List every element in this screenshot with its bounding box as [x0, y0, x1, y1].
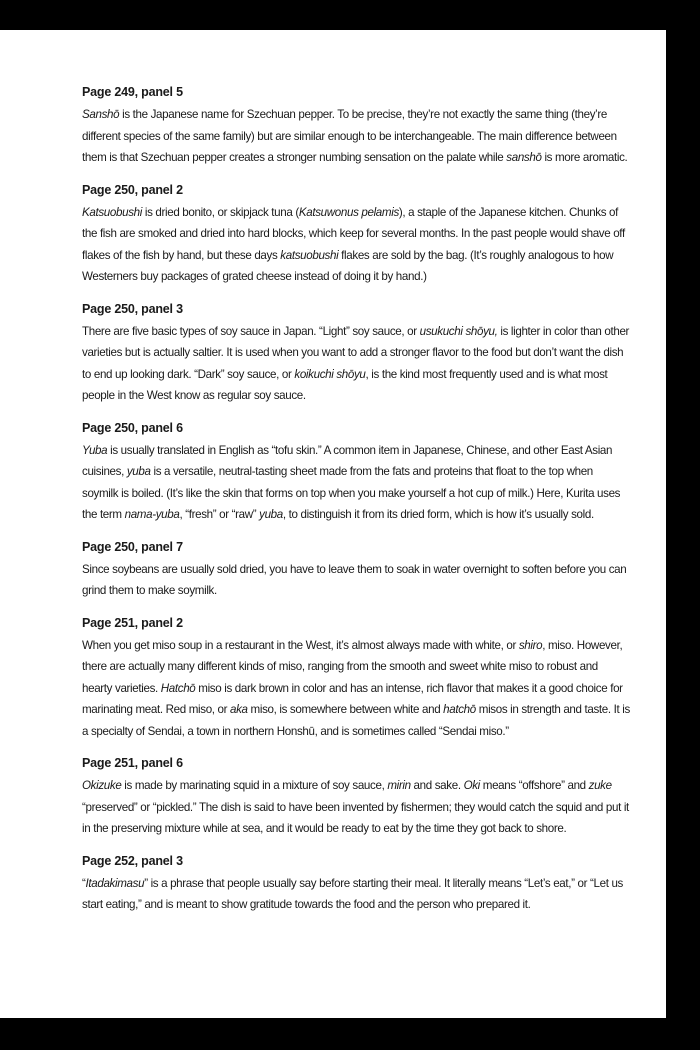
italic-term: yuba [259, 508, 283, 521]
note-section [82, 853, 630, 916]
note-section [82, 182, 630, 288]
italic-term: nama-yuba [124, 508, 180, 521]
note-heading: Page 252, panel 3 [82, 853, 183, 868]
note-text: is usually translated in English as “tofu skin.” A common item in Japanese, Chinese, and other East Asian cuisines, [82, 443, 613, 478]
note-heading: Page 249, panel 5 [82, 85, 183, 99]
note-text: “ [82, 876, 86, 890]
note-text: is the Japanese name for Szechuan pepper. To be precise, they’re not exactly the same thing (they’re different species of the same family) but are similar enough to be interchangeable. The main difference between them is that Szechuan pepper creates a stronger numbing sensation on the palate while [82, 108, 617, 164]
italic-term: Hatchō [160, 681, 196, 695]
note-text: misos in strength and taste. It is a specialty of Sendai, a town in northern Honshū, and is sometimes called “Sendai miso.” [82, 703, 630, 738]
italic-term: Itadakimasu [85, 876, 145, 890]
note-text: miso is dark brown in color and has an intense, rich flavor that makes it a good choice for marinating meat. Red miso, or [82, 681, 623, 716]
italic-term: Yuba [82, 443, 108, 457]
italic-term: usukuchi shōyu, [419, 324, 498, 338]
note-text: and sake. [410, 779, 464, 792]
note-body [82, 440, 630, 526]
note-text: Since soybeans are usually sold dried, you have to leave them to soak in water overnight to soften before you can grind them to make soymilk. [82, 562, 627, 597]
note-body [82, 559, 630, 602]
note-section [82, 301, 630, 407]
note-text: , “fresh” or “raw” [179, 508, 260, 521]
italic-term: koikuchi shōyu [294, 367, 366, 381]
italic-term: sanshō [506, 151, 542, 164]
note-section [82, 539, 630, 602]
note-section [82, 615, 630, 743]
note-text: , miso. However, there are actually many different kinds of miso, ranging from the smooth and sweet white miso to robust and hearty varieties. [82, 638, 623, 695]
note-text: There are five basic types of soy sauce in Japan. “Light” soy sauce, or [82, 324, 420, 338]
note-text: is lighter in color than other varieties but is actually saltier. It is used when you want to add a stronger flavor to the food but don’t want the dish to end up looking dark. “Dark” soy sauce, or [82, 324, 630, 381]
italic-term: aka [230, 703, 248, 716]
note-heading: Page 250, panel 2 [82, 182, 183, 197]
note-text: ), a staple of the Japanese kitchen. Chunks of the fish are smoked and dried into hard blocks, which keep for several months. In the past people would shave off flakes of the fish by hand, but these days [82, 205, 625, 262]
note-text: ” is a phrase that people usually say before starting their meal. It literally means “Let’s eat,” or “Let us start eating,” and is meant to show gratitude towards the food and the person who prepared it. [82, 876, 623, 911]
note-heading: Page 251, panel 6 [82, 756, 183, 770]
note-section [82, 84, 630, 169]
note-heading: Page 250, panel 6 [82, 420, 183, 435]
note-body [82, 775, 630, 840]
note-section [82, 755, 630, 840]
note-text: , to distinguish it from its dried form, which is how it’s usually sold. [282, 508, 594, 521]
note-text: means “offshore” and [479, 779, 589, 792]
translation-notes [82, 84, 630, 929]
note-text: is more aromatic. [541, 151, 628, 164]
note-text: is made by marinating squid in a mixture of soy sauce, [121, 779, 388, 792]
italic-term: hatchō [443, 703, 476, 716]
note-heading: Page 251, panel 2 [82, 615, 183, 630]
note-section [82, 420, 630, 526]
note-text: miso, is somewhere between white and [247, 703, 444, 716]
italic-term: Sanshō [82, 108, 120, 121]
italic-term: shiro [518, 638, 543, 652]
italic-term: mirin [387, 779, 411, 792]
italic-term: yuba [126, 465, 151, 478]
note-heading: Page 250, panel 7 [82, 539, 183, 554]
italic-term: Katsuobushi [82, 205, 142, 219]
note-heading: Page 250, panel 3 [82, 301, 183, 316]
note-body [82, 202, 630, 288]
note-text: “preserved” or “pickled.” The dish is said to have been invented by fishermen; they would catch the squid and put it in the preserving mixture while at sea, and it would be ready to eat by the time they got back to shore. [82, 800, 629, 835]
note-body [82, 104, 630, 169]
page-sheet [0, 30, 666, 1018]
note-body [82, 321, 630, 407]
note-text: is a versatile, neutral-tasting sheet made from the fats and proteins that float to the top when soymilk is boiled. (It’s like the skin that forms on top when you make yourself a hot cup of milk.) Here, Kurita uses the term [82, 465, 621, 521]
note-text: is dried bonito, or skipjack tuna ( [141, 205, 299, 219]
note-text: , is the kind most frequently used and is what most people in the West know as regular soy sauce. [82, 367, 608, 402]
italic-term: Oki [463, 779, 480, 792]
note-text: When you get miso soup in a restaurant in the West, it’s almost always made with white, or [82, 638, 519, 652]
italic-term: zuke [588, 779, 612, 792]
italic-term: katsuobushi [280, 248, 339, 262]
italic-term: Okizuke [82, 779, 122, 792]
italic-term: Katsuwonus pelamis [298, 205, 399, 219]
note-body [82, 635, 630, 743]
note-text: flakes are sold by the bag. (It’s roughly analogous to how Westerners buy packages of grated cheese instead of doing it by hand.) [82, 248, 614, 283]
note-body [82, 873, 630, 916]
